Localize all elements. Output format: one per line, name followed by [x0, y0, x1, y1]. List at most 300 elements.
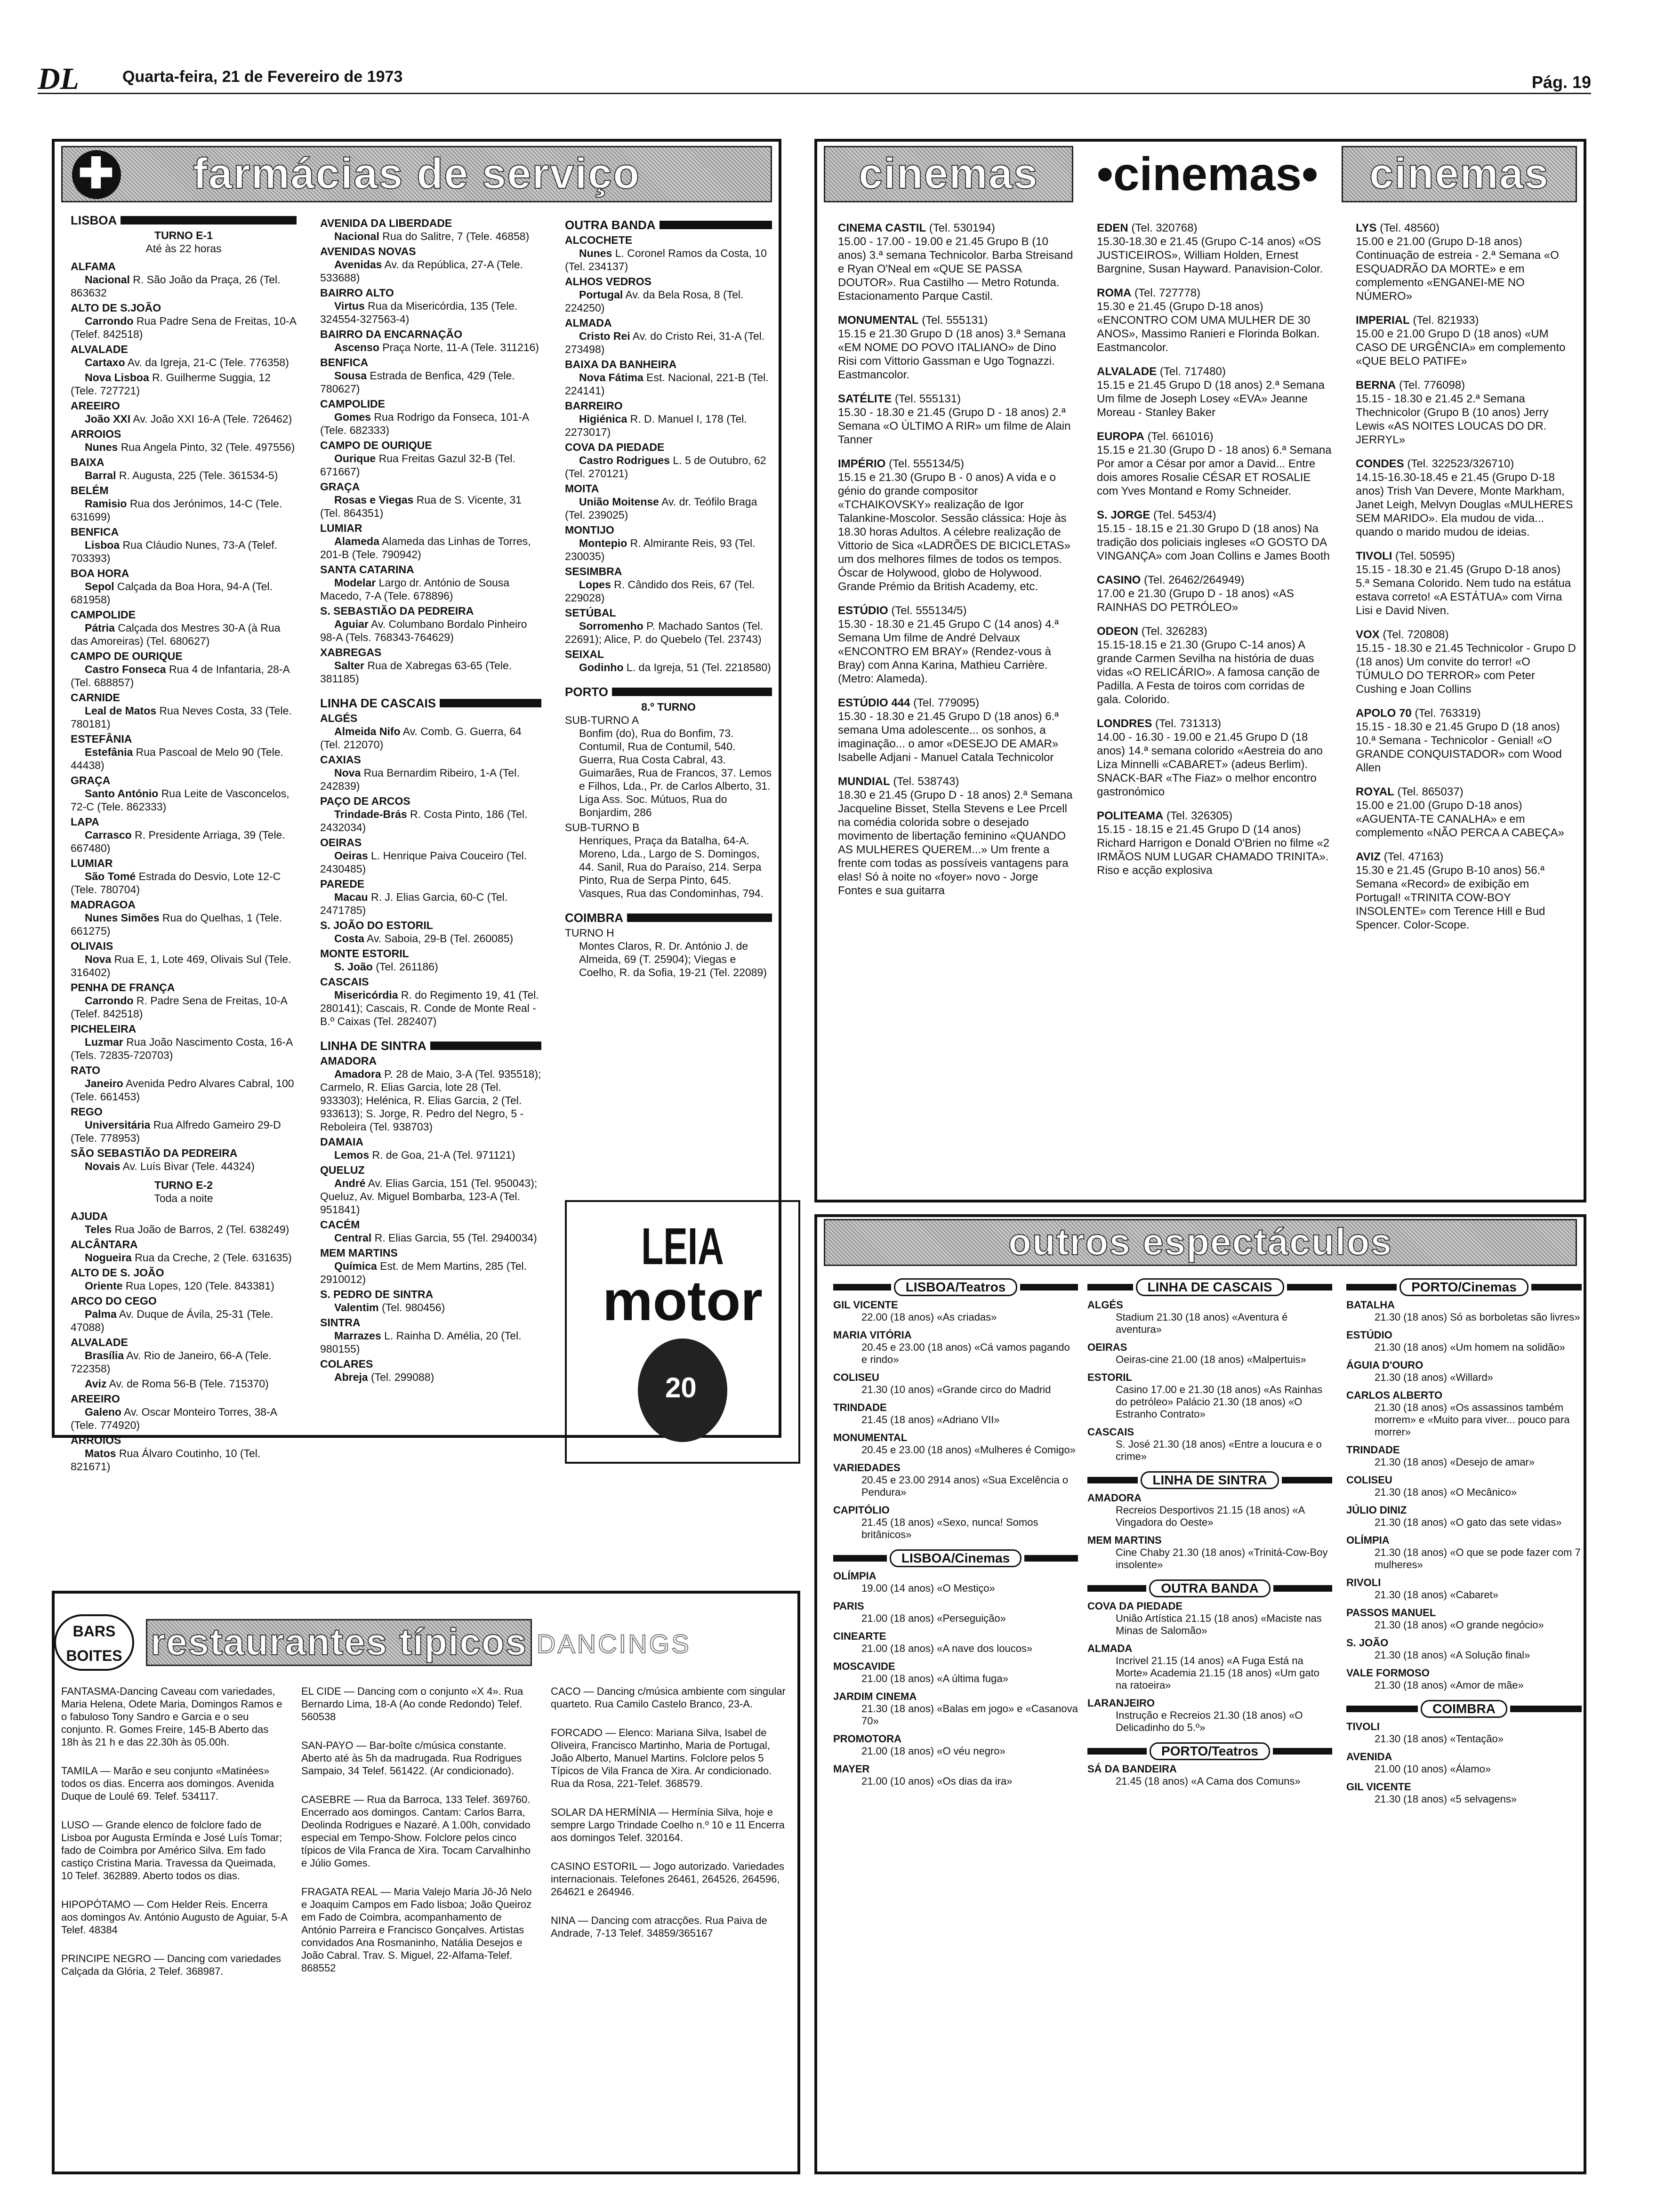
- district-name: ALMADA: [565, 317, 612, 329]
- pharmacy-entry: [71, 525, 297, 565]
- cinema-details: 17.00 e 21.30 (Grupo D - 18 anos) «AS RAINHAS DO PETRÓLEO»: [1097, 587, 1294, 614]
- cinema-phone: (Tel. 538743): [893, 775, 959, 788]
- cinema-details: 15.30 - 18.30 e 21.45 Grupo D (18 anos) 6.ª semana Uma adolescente... os sonhos, a imaginação... o amor «DESEJO DE AMAR» Isabelle Adjani - Manuel Catala Technicolor: [838, 710, 1059, 764]
- district-name: BAIRRO DA ENCARNAÇÃO: [320, 328, 462, 340]
- section-label: LINHA DE SINTRA: [1141, 1471, 1279, 1489]
- venue-entry: [1087, 1492, 1332, 1529]
- pharmacy-name: Lemos: [334, 1149, 370, 1161]
- district-name: BELÉM: [71, 484, 109, 497]
- venue-show: Oeiras-cine 21.00 (18 anos) «Malpertuis»: [1116, 1354, 1306, 1365]
- venue-show: 20.45 e 23.00 (18 anos) «Mulheres é Comigo»: [861, 1444, 1076, 1456]
- pharmacy-name: Química: [334, 1260, 377, 1272]
- outros-banner: outros espectáculos: [824, 1219, 1577, 1266]
- cinema-details: 15.15 e 21.30 (Grupo D - 18 anos) 6.ª Semana Por amor a César por amor a David... Entre dois amores Rosalie CÉSAR ET ROSALIE com Yves Montand e Romy Schneider.: [1097, 444, 1332, 497]
- bike-number: 20: [665, 1372, 697, 1403]
- pharmacy-address: Rua Leite de Vasconcelos, 72-C (Tele. 862333): [71, 787, 290, 813]
- turno-e1-sub: Até às 22 horas: [145, 242, 222, 255]
- pharmacy-name: Sorromenho: [579, 620, 643, 632]
- cinema-phone: (Tel. 661016): [1147, 430, 1214, 443]
- district-name: SESIMBRA: [565, 565, 622, 577]
- venue-show: 21.30 (18 anos) «Tentação»: [1375, 1733, 1504, 1745]
- district-name: BAIXA DA BANHEIRA: [565, 358, 677, 370]
- venue-entry: [1346, 1359, 1582, 1384]
- district-name: ARROIOS: [71, 428, 121, 440]
- pharmacy-entry: [71, 608, 297, 648]
- cinema-listing: [1097, 286, 1332, 354]
- cinema-name: MUNDIAL: [838, 775, 890, 788]
- venue-show: 21.00 (18 anos) «O véu negro»: [861, 1745, 1005, 1757]
- pharmacy-entry: [320, 480, 541, 520]
- district-name: CACÉM: [320, 1218, 360, 1231]
- pharmacy-entry: [320, 604, 541, 644]
- venue-name: SÁ DA BANDEIRA: [1087, 1763, 1177, 1775]
- venue-entry: [833, 1733, 1078, 1757]
- pharmacy-address: R. Guilherme Suggia, 12 (Tele. 727721): [71, 371, 271, 397]
- venue-entry: [833, 1329, 1078, 1366]
- district-name: BAIRRO ALTO: [320, 287, 394, 299]
- pharmacy-name: Carrasco: [85, 829, 132, 841]
- pharmacy-address: (Tel. 980456): [382, 1301, 445, 1314]
- cinema-details: 15.15 e 21.30 (Grupo B - 0 anos) A vida e o génio do grande compositor «TCHAIKOVSKY» realização de Igor Talankine-Moscolor. Sessão clássica: Hoje às 18.30 horas Adultos. A célebre realização de Vittorio de Sica «LADRÕES DE BICICLETAS» um dos melhores filmes de todos os tempos. Óscar de Holywood, globo de Holywood. Grande Prémio da British Academy, etc.: [838, 471, 1070, 593]
- district-name: SANTA CATARINA: [320, 563, 414, 576]
- pharmacy-entry: [320, 563, 541, 602]
- farmacias-banner: [61, 146, 772, 202]
- cinema-details: 15.15 - 18.30 e 21.45 Technicolor - Grupo D (18 anos) Um convite do terror! «O TÚMULO DO TERROR» com Peter Cushing e Joan Collins: [1356, 642, 1576, 696]
- section-porto_teatros: [1087, 1739, 1332, 1763]
- district-name: PICHELEIRA: [71, 1023, 137, 1035]
- pharmacy-entry: [71, 1392, 297, 1432]
- pharmacy-address: Largo dr. António de Sousa Macedo, 7-A (Tele. 678896): [320, 577, 510, 602]
- cinema-name: APOLO 70: [1356, 707, 1412, 720]
- section-cascais: [1087, 1275, 1332, 1299]
- district-name: CASCAIS: [320, 976, 369, 988]
- cinema-phone: (Tel. 727778): [1134, 287, 1201, 299]
- pharmacy-address: P. Machado Santos (Tel. 22691); Alice, P. do Quebelo (Tel. 23743): [565, 620, 763, 645]
- pharmacy-address: Praça Norte, 11-A (Tele. 311216): [382, 341, 539, 353]
- district-name: BAIXA: [71, 456, 105, 468]
- restaurantes-banner: restaurantes típicos: [146, 1619, 532, 1666]
- pharmacy-entry: [71, 1377, 297, 1390]
- venue-entry: [1346, 1534, 1582, 1571]
- venue-show: S. José 21.30 (18 anos) «Entre a loucura e o crime»: [1116, 1438, 1322, 1462]
- district-name: ALTO DE S.JOÃO: [71, 302, 161, 314]
- venue-name: BATALHA: [1346, 1299, 1395, 1311]
- venue-entry: [833, 1630, 1078, 1655]
- cinema-listing: [1097, 430, 1332, 498]
- cinema-name: BERNA: [1356, 379, 1396, 392]
- pharmacy-name: Sepol: [85, 580, 114, 593]
- district-name: BENFICA: [71, 526, 119, 538]
- dancings-label: DANCINGS: [537, 1629, 691, 1659]
- venue-show: Instrução e Recreios 21.30 (18 anos) «O Delicadinho do 5.º»: [1116, 1709, 1303, 1733]
- district-name: LAPA: [71, 816, 99, 828]
- pharmacy-name: Nova Fátima: [579, 371, 643, 384]
- pharmacy-name: Trindade-Brás: [334, 808, 407, 820]
- farmacias-col-3: [565, 216, 772, 1195]
- pharmacy-name: Brasília: [85, 1349, 124, 1362]
- pharmacy-address: Rua Pascoal de Melo 90 (Tele. 44438): [71, 746, 283, 771]
- district-name: DAMAIA: [320, 1136, 363, 1148]
- pharmacy-name: Oriente: [85, 1280, 123, 1292]
- cinema-details: 15.15 e 21.45 Grupo D (18 anos) 2.ª Semana Um filme de Joseph Losey «EVA» Jeanne Moreau - Stanley Baker: [1097, 379, 1325, 419]
- pharmacy-address: Rua da Misericórdia, 135 (Tele. 324554-327563-4): [320, 300, 518, 325]
- cinema-name: CINEMA CASTIL: [838, 222, 926, 234]
- cinema-details: 15.15 e 21.30 Grupo D (18 anos) 3.ª Semana «EM NOME DO POVO ITALIANO» de Dino Risi com Vittorio Gassman e Ugo Tognazzi. Eastmancolor.: [838, 328, 1066, 381]
- cinema-phone: (Tel. 776098): [1399, 379, 1465, 392]
- porto-turno: 8.º TURNO: [641, 701, 696, 713]
- venue-entry: [833, 1570, 1078, 1595]
- district-name: ALVALADE: [71, 343, 128, 355]
- pharmacy-address: Av. de Roma 56-B (Tele. 715370): [109, 1378, 269, 1390]
- district-name: MONTIJO: [565, 524, 614, 536]
- porto-sub-b-text: Henriques, Praça da Batalha, 64-A. Moreno, Lda., Largo de S. Domingos, 44. Sanil, Rua do Paraíso, 214. Serpa Pinto, Rua de Serpa Pinto, 645. Vasques, Rua das Condominhas, 794.: [579, 834, 764, 899]
- cinema-phone: (Tel. 48560): [1380, 222, 1440, 234]
- pharmacy-entry: [71, 815, 297, 855]
- pharmacy-entry: [71, 1266, 297, 1292]
- venue-show: 21.30 (18 anos) «5 selvagens»: [1375, 1793, 1517, 1805]
- venue-name: MARIA VITÓRIA: [833, 1329, 912, 1341]
- venue-show: 21.30 (18 anos) «O que se pode fazer com 7 mulheres»: [1375, 1547, 1581, 1571]
- cinema-listing: [1356, 628, 1577, 696]
- venue-entry: [1346, 1329, 1582, 1354]
- cinema-name: CASINO: [1097, 574, 1141, 586]
- district-name: XABREGAS: [320, 646, 382, 658]
- pharmacy-name: Salter: [334, 659, 364, 672]
- cinema-name: CONDES: [1356, 457, 1404, 470]
- venue-entry: [1087, 1426, 1332, 1463]
- venue-name: MEM MARTINS: [1087, 1534, 1162, 1546]
- venue-entry: [1346, 1667, 1582, 1691]
- venue-show: 21.30 (10 anos) «Grande circo do Madrid: [861, 1384, 1051, 1395]
- pharmacy-address: Rua Cláudio Nunes, 73-A (Telef. 703393): [71, 539, 278, 564]
- cinema-details: 15.30 - 18.30 e 21.45 (Grupo D - 18 anos) 2.ª Semana «O ÚLTIMO A RIR» um filme de Alain Tanner: [838, 406, 1071, 446]
- cinema-listing: [838, 775, 1073, 898]
- venue-name: COVA DA PIEDADE: [1087, 1600, 1183, 1612]
- cinema-details: 15.30 e 21.45 (Grupo B-10 anos) 56.ª Semana «Record» de exibição em Portugal! «TRINITA COW-BOY INSOLENTE» com Terence Hill e Bud Spencer. Color-Scope.: [1356, 864, 1545, 931]
- venue-name: CASCAIS: [1087, 1426, 1134, 1438]
- cinema-listing: [1356, 850, 1577, 932]
- district-name: ALGÉS: [320, 712, 358, 724]
- pharmacy-address: Av. Columbano Bordalo Pinheiro 98-A (Tels. 768343-764629): [320, 618, 527, 643]
- venue-name: ESTORIL: [1087, 1371, 1132, 1383]
- cinema-name: LYS: [1356, 222, 1377, 234]
- cinema-phone: (Tel. 326283): [1141, 625, 1207, 638]
- pharmacy-entry: [320, 877, 541, 917]
- page-header: [38, 62, 1591, 96]
- cinema-phone: (Tel. 779095): [913, 697, 980, 709]
- cinema-phone: (Tel. 555131): [894, 393, 961, 405]
- venue-entry: [1087, 1299, 1332, 1336]
- pharmacy-entry: [71, 567, 297, 606]
- district-name: LUMIAR: [320, 522, 362, 534]
- venue-show: 19.00 (14 anos) «O Mestiço»: [861, 1582, 995, 1594]
- pharmacy-address: Av. Saboia, 29-B (Tel. 260085): [367, 932, 514, 945]
- venue-entry: [1087, 1534, 1332, 1571]
- pharmacy-name: Nacional: [85, 273, 130, 286]
- district-name: BOA HORA: [71, 567, 129, 579]
- district-name: ESTEFÂNIA: [71, 733, 132, 745]
- venue-entry: [1346, 1577, 1582, 1601]
- cinema-details: 15.15 - 18.30 e 21.45 (Grupo D-18 anos) 5.ª Semana Colorido. Nem tudo na estátua estava correto! «A ESTÁTUA» com Virna Lisi e David Niven.: [1356, 563, 1571, 617]
- cinema-name: MONUMENTAL: [838, 314, 919, 327]
- cinema-name: S. JORGE: [1097, 509, 1150, 521]
- venue-entry: [1087, 1371, 1332, 1420]
- venue-name: OEIRAS: [1087, 1341, 1127, 1353]
- pharmacy-name: Macau: [334, 891, 368, 903]
- district-name: PENHA DE FRANÇA: [71, 981, 175, 994]
- section-coimbra: COIMBRA: [565, 911, 772, 924]
- venue-entry: [1087, 1643, 1332, 1691]
- venue-show: 22.00 (18 anos) «As criadas»: [861, 1311, 997, 1323]
- porto-sub-b: SUB-TURNO B: [565, 821, 640, 834]
- pharmacy-entry: [320, 245, 541, 284]
- district-name: ALVALADE: [71, 1336, 128, 1348]
- pharmacy-entry: [320, 1135, 541, 1162]
- district-name: QUELUZ: [320, 1164, 365, 1176]
- cinemas-col-3: [1356, 221, 1577, 1195]
- pharmacy-entry: [71, 981, 297, 1020]
- venue-show: 21.00 (18 anos) «Perseguição»: [861, 1612, 1006, 1624]
- cinema-name: ALVALADE: [1097, 365, 1157, 378]
- section-label: LISBOA/Cinemas: [890, 1549, 1022, 1567]
- venue-show: 21.45 (18 anos) «Sexo, nunca! Somos britânicos»: [861, 1516, 1038, 1540]
- restaurant-entry: EL CIDE — Dancing com o conjunto «X 4». Rua Bernardo Lima, 18-A (Ao conde Redondo) Telef. 560538: [301, 1685, 523, 1723]
- pharmacy-entry: [71, 1146, 297, 1173]
- pharmacy-name: Palma: [85, 1308, 117, 1320]
- venue-name: S. JOÃO: [1346, 1637, 1389, 1649]
- cinema-phone: (Tel. 5453/4): [1153, 509, 1216, 521]
- pharmacy-name: Castro Rodrigues: [579, 454, 670, 466]
- venue-show: Recreios Desportivos 21.15 (18 anos) «A Vingadora do Oeste»: [1116, 1504, 1305, 1528]
- venue-show: 21.30 (18 anos) Só as borboletas são livres»: [1375, 1311, 1580, 1323]
- section-label: OUTRA BANDA: [1149, 1579, 1270, 1597]
- cinema-listing: [838, 392, 1073, 447]
- pharmacy-address: R. de Goa, 21-A (Tel. 971121): [372, 1149, 515, 1161]
- venue-entry: [833, 1504, 1078, 1541]
- pharmacy-address: Av. Luís Bivar (Tele. 44324): [122, 1160, 255, 1172]
- pharmacy-address: L. 5 de Outubro, 62 (Tel. 270121): [565, 454, 766, 480]
- venue-name: PASSOS MANUEL: [1346, 1607, 1436, 1619]
- pharmacy-entry: [71, 1064, 297, 1103]
- cinema-listing: [838, 696, 1073, 764]
- cinema-listing: [1097, 508, 1332, 563]
- pharmacy-address: R. Padre Sena de Freitas, 10-A (Telef. 842518): [71, 994, 287, 1020]
- pharmacy-entry: [71, 301, 297, 341]
- bars-boites-badge: BARS BOITES: [54, 1614, 134, 1671]
- pharmacy-address: Rua Freitas Gazul 32-B (Tel. 671667): [320, 452, 515, 478]
- section-cascais: LINHA DE CASCAIS: [320, 697, 541, 710]
- cinema-details: 15.15 - 18.15 e 21.45 Grupo D (14 anos) Richard Harrigon e Donald O'Brien no filme «2 IRMÃOS NUM LUGAR CHAMADO TRINITA». Riso e acção explosiva: [1097, 823, 1330, 877]
- venue-name: PARIS: [833, 1600, 864, 1612]
- pharmacy-address: Av. Oscar Monteiro Torres, 38-A (Tele. 774920): [71, 1406, 277, 1431]
- pharmacy-address: Rua da Creche, 2 (Tele. 631635): [135, 1251, 292, 1264]
- pharmacy-name: Cartaxo: [85, 356, 125, 369]
- pharmacy-name: Galeno: [85, 1406, 121, 1418]
- restaurant-entry: FANTASMA-Dancing Caveau com variedades, Maria Helena, Odete Maria, Domingos Ramos e o fabuloso Tony Sandro e Garcia e o seu conjunto. R. Gomes Freire, 145-B Aberto das 18h às 21 h e das 22.30h às 05.00h.: [61, 1685, 282, 1748]
- district-name: S. SEBASTIÃO DA PEDREIRA: [320, 605, 474, 617]
- district-name: ALCOCHETE: [565, 234, 633, 246]
- pharmacy-name: Castro Fonseca: [85, 663, 166, 675]
- restaurant-entry: SAN-PAYO — Bar-boîte c/música constante. Aberto até às 5h da madrugada. Rua Rodrigues Sampaio, 34 Telef. 561422. (Ar condicionado).: [301, 1739, 522, 1777]
- venue-show: 21.30 (18 anos) «O grande negócio»: [1375, 1619, 1544, 1631]
- pharmacy-entry: [565, 399, 772, 439]
- venue-name: AMADORA: [1087, 1492, 1142, 1504]
- pharmacy-name: Alameda: [334, 535, 379, 547]
- cinema-name: VOX: [1356, 628, 1380, 641]
- pharmacy-entry: [71, 1022, 297, 1062]
- section-lisboa_teatros: [833, 1275, 1078, 1299]
- cinema-listing: [1097, 221, 1332, 276]
- pharmacy-entry: [71, 1434, 297, 1473]
- pharmacy-entry: [320, 1163, 541, 1216]
- pharmacy-address: (Tel. 299088): [370, 1371, 434, 1383]
- section-coimbra: [1346, 1697, 1582, 1721]
- venue-name: LARANJEIRO: [1087, 1697, 1155, 1709]
- pharmacy-address: Rua Alfredo Gameiro 29-D (Tele. 778953): [71, 1119, 281, 1144]
- cinema-listing: [838, 457, 1073, 593]
- venue-name: OLÍMPIA: [1346, 1534, 1390, 1546]
- district-name: COVA DA PIEDADE: [565, 441, 665, 453]
- pharmacy-address: R. Presidente Arriaga, 39 (Tele. 667480): [71, 829, 285, 854]
- restaurant-entry: CACO — Dancing c/música ambiente com singular quarteto. Rua Camilo Castelo Branco, 23-A.: [551, 1685, 786, 1710]
- restaurant-entry: HIPOPÓTAMO — Com Helder Reis. Encerra aos domingos Av. António Augusto de Aguiar, 5-A Telef. 48384: [61, 1899, 287, 1936]
- pharmacy-entry: [320, 356, 541, 395]
- cinema-phone: (Tel. 763319): [1415, 707, 1481, 720]
- pharmacy-entry: [565, 233, 772, 273]
- cinema-name: EDEN: [1097, 222, 1128, 234]
- pharmacy-entry: [71, 1294, 297, 1334]
- pharmacy-entry: [565, 482, 772, 521]
- district-name: BENFICA: [320, 356, 369, 369]
- pharmacy-name: S. João: [334, 961, 373, 973]
- section-porto: PORTO: [565, 685, 772, 698]
- pharmacy-entry: [320, 1357, 541, 1384]
- cinema-phone: (Tel. 50595): [1395, 550, 1455, 562]
- motorcycle-icon: [638, 1338, 727, 1442]
- pharmacy-address: Estrada de Benfica, 429 (Tele. 780627): [320, 369, 515, 395]
- pharmacy-address: Rua de S. Vicente, 31 (Tel. 864351): [320, 494, 522, 519]
- restaurantes-col-1: [61, 1685, 287, 2165]
- district-name: ALCÂNTARA: [71, 1238, 138, 1250]
- venue-entry: [833, 1763, 1078, 1787]
- venue-name: ALGÉS: [1087, 1299, 1123, 1311]
- pharmacy-address: Rua João Nascimento Costa, 16-A (Tels. 72835-720703): [71, 1036, 293, 1061]
- pharmacy-address: R. São João da Praça, 26 (Tel. 863632: [71, 273, 281, 299]
- pharmacy-address: Alameda das Linhas de Torres, 201-B (Tele. 790942): [320, 535, 531, 561]
- venue-show: 21.30 (18 anos) «O Mecânico»: [1375, 1486, 1517, 1498]
- district-name: CAXIAS: [320, 753, 361, 766]
- cinema-details: 15.00 e 21.00 (Grupo D-18 anos) Continuação de estreia - 2.ª Semana «O ESQUADRÃO DA MORTE» e em complemento «ENGANEI-ME NO NÚMERO»: [1356, 235, 1559, 303]
- pharmacy-name: Luzmar: [85, 1036, 123, 1048]
- porto-sub-a-text: Bonfim (do), Rua do Bonfim, 73. Contumil, Rua de Contumil, 540. Guerra, Rua Costa Cabral, 43. Guimarães, Rua de Francos, 37. Lemos e Filhos, Lda., Pr. de Carlos Alberto, 31. Liga Ass. Soc. Mútuos, Rua do Bonjardim, 286: [579, 727, 772, 818]
- page-number: Pág. 19: [1531, 72, 1591, 92]
- venue-entry: [833, 1660, 1078, 1685]
- coimbra-text: Montes Claros, R. Dr. António J. de Almeida, 69 (T. 25904); Viegas e Coelho, R. da Sofia, 19-21 (Tel. 22089): [579, 940, 767, 978]
- pharmacy-address: Av. Rio de Janeiro, 66-A (Tele. 722358): [71, 1349, 272, 1375]
- pharmacy-entry: [71, 427, 297, 454]
- restaurantes-col-2: [301, 1685, 537, 2165]
- cinema-details: 18.30 e 21.45 (Grupo D - 18 anos) 2.ª Semana Jacqueline Bisset, Stella Stevens e Lee Prcell na comédia colorida sobre o desejado movimento de libertação feminino «QUANDO AS MULHERES QUEREM...» Um frente a frente com todas as possíveis vantagens para elas! Só à noite no «foyer» novo - Jorge Fontes e sua guitarra: [838, 789, 1073, 897]
- pharmacy-entry: [565, 523, 772, 563]
- pharmacy-entry: [320, 836, 541, 875]
- venue-name: GIL VICENTE: [1346, 1781, 1411, 1793]
- cinema-listing: [1097, 717, 1332, 799]
- pharmacy-entry: [71, 260, 297, 299]
- pharmacy-entry: [320, 1288, 541, 1314]
- pharmacy-address: Rua Rodrigo da Fonseca, 101-A (Tele. 682333): [320, 411, 529, 436]
- farmacias-title: farmácias de serviço: [193, 150, 641, 198]
- section-label: LINHA DE CASCAIS: [1136, 1278, 1284, 1296]
- venue-entry: [1087, 1763, 1332, 1787]
- pharmacy-name: Nogueira: [85, 1251, 132, 1264]
- pharmacy-address: Rua Bernardim Ribeiro, 1-A (Tel. 242839): [320, 767, 520, 792]
- district-name: CAMPO DE OURIQUE: [320, 439, 432, 451]
- venue-name: ALMADA: [1087, 1643, 1133, 1654]
- venue-show: 21.00 (18 anos) «A nave dos loucos»: [861, 1643, 1033, 1654]
- section-outra-banda: OUTRA BANDA: [565, 218, 772, 232]
- pharmacy-address: R. do Regimento 19, 41 (Tel. 280141); Cascais, R. Conde de Monte Real - B.º Caixas (Tel. 282407): [320, 989, 539, 1027]
- district-name: AVENIDA DA LIBERDADE: [320, 217, 452, 229]
- cinema-details: 15.00 e 21.00 (Grupo D-18 anos) «AGUENTA-TE CANALHA» e em complemento «NÃO PERCA A CABEÇA»: [1356, 799, 1564, 839]
- pharmacy-address: Av. da República, 27-A (Tele. 533688): [320, 258, 523, 284]
- pharmacy-entry: [320, 328, 541, 354]
- venue-name: CAPITÓLIO: [833, 1504, 890, 1516]
- venue-entry: [1346, 1299, 1582, 1323]
- pharmacy-address: Rua de Xabregas 63-65 (Tele. 381185): [320, 659, 512, 685]
- venue-name: TRINDADE: [833, 1402, 887, 1413]
- cinema-listing: [1356, 313, 1577, 368]
- pharmacy-name: Valentim: [334, 1301, 379, 1314]
- pharmacy-address: Est. de Mem Martins, 285 (Tel. 2910012): [320, 1260, 527, 1285]
- pharmacy-address: R. Augusta, 225 (Tele. 361534-5): [119, 469, 278, 481]
- cinema-name: TIVOLI: [1356, 550, 1392, 562]
- pharmacy-entry: [565, 648, 772, 674]
- pharmacy-entry: [320, 286, 541, 326]
- cinema-listing: [1097, 573, 1332, 614]
- farmacias-col-1: [71, 212, 297, 1473]
- restaurant-entry: SOLAR DA HERMÍNIA — Hermínia Silva, hoje e sempre Largo Trindade Coelho n.º 10 e 11 Encerra aos domingos Telef. 320164.: [551, 1806, 785, 1843]
- pharmacy-entry: [71, 484, 297, 523]
- pharmacy-address: Est. Nacional, 221-B (Tel. 224141): [565, 371, 769, 397]
- district-name: ALTO DE S. JOÃO: [71, 1266, 164, 1279]
- cinema-details: 15.30 - 18.30 e 21.45 Grupo C (14 anos) 4.ª Semana Um filme de André Delvaux «ENCONTRO EM BRAY» (Rendez-vous à Bray) com Anna Karina, Mathieu Carrière. (Metro: Alameda).: [838, 618, 1059, 685]
- district-name: CAMPO DE OURIQUE: [71, 650, 183, 662]
- pharmacy-entry: [320, 947, 541, 973]
- restaurant-entry: CASINO ESTORIL — Jogo autorizado. Variedades internacionais. Telefones 26461, 264526, 264596, 264621 e 264946.: [551, 1860, 785, 1898]
- section-lisboa: LISBOA: [71, 214, 297, 227]
- pharmacy-entry: [71, 649, 297, 689]
- pharmacy-address: R. J. Elias Garcia, 60-C (Tel. 2471785): [320, 891, 508, 916]
- cinema-details: 15.15 - 18.30 e 21.45 2.ª Semana Thechnicolor (Grupo B (10 anos) Jerry Lewis «AS NOITES LOUCAS DO DR. JERRYL»: [1356, 393, 1549, 446]
- district-name: PAREDE: [320, 878, 365, 890]
- pharmacy-address: Rua do Salitre, 7 (Tele. 46858): [382, 230, 530, 242]
- district-name: CARNIDE: [71, 691, 120, 704]
- district-name: ALFAMA: [71, 260, 116, 272]
- pharmacy-name: Central: [334, 1232, 372, 1244]
- cinema-name: IMPERIAL: [1356, 314, 1410, 327]
- pharmacy-name: Estefânia: [85, 746, 133, 758]
- venue-entry: [1346, 1504, 1582, 1529]
- pharmacy-name: Lopes: [579, 578, 611, 591]
- cinema-phone: (Tel. 720808): [1383, 628, 1449, 641]
- cinema-listing: [838, 313, 1073, 382]
- venue-name: JÚLIO DINIZ: [1346, 1504, 1407, 1516]
- pharmacy-entry: [71, 857, 297, 896]
- pharmacy-address: R. Almirante Reis, 93 (Tel. 230035): [565, 537, 756, 562]
- district-name: OLIVAIS: [71, 940, 113, 952]
- district-name: COLARES: [320, 1358, 373, 1370]
- district-name: MOITA: [565, 482, 599, 495]
